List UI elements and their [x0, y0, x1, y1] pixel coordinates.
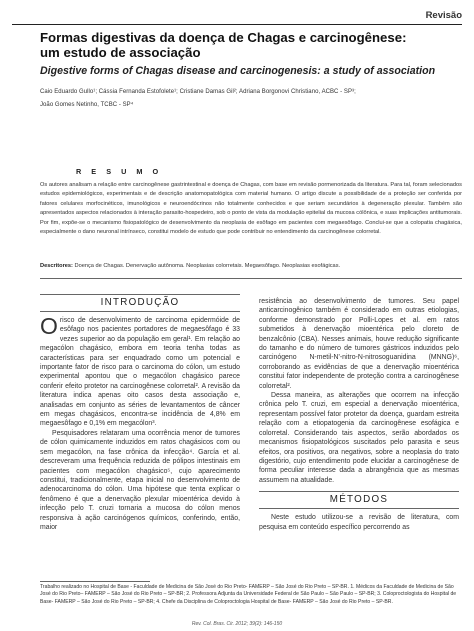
author-list — [40, 86, 460, 111]
affiliations-footnote: Trabalho realizado no Hospital de Base - Faculdade de Medicina de São José do Rio Preto- FAMERP – São José do Rio Preto – SP-BR. 1. Médicos da Faculdade de Medicina de São José do Rio Preto– FAMERP – São José do Rio Preto – SP-BR; 2. Professora Adjunta da Universidade Federal de São Paulo – São Paulo – SP-BR; 3. Coloproctologista do Hospital de Base- FAMERP – São José do Rio Preto – SP-BR; 4. Chefe da Disciplina de Coloproctologia Hospital de Base- FAMERP – São José do Rio Preto – SP-BR. — [40, 584, 457, 605]
keywords — [40, 263, 462, 269]
journal-citation: Rev. Col. Bras. Cir. 2012; 39(2): 146-150 — [191, 621, 283, 627]
abstract-divider — [40, 278, 462, 279]
article-title-pt — [40, 30, 460, 60]
footnote-rule — [40, 581, 150, 582]
intro-heading: INTRODUÇÃO — [100, 297, 180, 308]
title-line-2: um estudo de associação — [40, 45, 201, 61]
methods-heading-block — [259, 491, 459, 509]
abstract-text: Os autores analisam a relação entre carcinogênese gastrintestinal e doença de Chagas, com base em revisão pormenorizada da literatura. Para tal, foram selecionados estudos epidemiológicos, experimentais e de descrição anatomopatológica com material humano. O artigo discute a possibilidade de a proteção ser conferida por fatores celulares morfocinéticos, imunológicos e neuroendócrinos não totalmente conhecidos e que seriam secundários à degeneração plexular. Também são apresentados aspectos relacionados à interação parasito-hospedeiro, sob o ponto de vista da modulação epitelial da mucosa cólônica, e suas implicações antitumorais. Por fim, expõe-se o mecanismo fisiopatológico de desenvolvimento da neoplasia de esôfago em pacientes com megaesôfago. Conclui-se que a colopatia chagásica, especialmente o dano neuronal intrínseco, constitui modelo de estudo que pode contribuir no entendimento da carcinogênese colorretal. — [40, 182, 462, 236]
intro-paragraph-1 — [40, 313, 240, 429]
right-paragraph-2: Dessa maneira, as alterações que ocorrem na infecção crônica pelo T. cruzi, em especial a denervação mioentérica, representam possível fator protetor da doença, guardam estreita relação com a etiopatogenia da carcinogênese esofágica e colorretal. Considerando tais aspectos, serão abordados os mecanismos fisiopatológicos suscitados pelo parasita e seus efeitos, ora positivos, ora negativos, sobre a neoplasia do trato digestório, cujo entendimento pode elucidar a carcinogênese de forma peculiar interesse dada a abrangência que as mesmas assumem na atualidade. — [259, 392, 459, 484]
left-column — [40, 294, 240, 532]
article-title-en: Digestive forms of Chagas disease and carcinogenesis: a study of association — [40, 65, 436, 77]
right-paragraph-1: resistência ao desenvolvimento de tumores. Seu papel anticarcinogênico também é considerado em outras etiologias, conforme demonstrado por Polli-Lopes et al. em ratos submetidos à denervação mioentérica pelo cloreto de benzalcônio (CBA). Nesses animais, houve redução significante do tamanho e do número de tumores gástricos induzidos pelo carcinógeno N-metil-N'-nitro-N-nitrosoguanidina (MNNG)⁶, corroborando as evidências de que a denervação mioentérica constitui fator independente de proteção contra a carcinogênese colorretal². — [259, 298, 459, 390]
heading-rule-bottom — [259, 508, 459, 509]
intro-p1-text: risco de desenvolvimento de carcinoma epidermóide de esôfago nos pacientes portadores de megaesôfago é 33 vezes superior ao da população em geral¹. Em relação ao megacólon chagásico, embora em teoria tenha todas as características para ser enquadrado como um potencial e importante fator de risco para o carcinoma do cólon, um estudo experimental apontou que o megacólon chagásico parece conferir efeito protetor na carcinogênese colorretal². A revisão da literatura indica apenas oito casos desta associação e, analisadas em conjunto as séries de levantamentos de câncer em megas chagásicos, encontra-se incidência de 4,8% em megaesôfago e 0,1% em megacólon³. — [40, 317, 240, 428]
authors-line-2: João Gomes Netinho, TCBC - SP⁴ — [40, 101, 134, 108]
right-column — [259, 297, 459, 532]
title-line-1: Formas digestivas da doença de Chagas e carcinogênese: — [40, 30, 407, 45]
keywords-label: Descritores: — [40, 263, 73, 269]
intro-paragraph-2: Pesquisadores relataram uma ocorrência menor de tumores de cólon quimicamente induzidos em ratos chagásicos com ou sem megacólon, na fase crônica da infecção⁴. García et al. descreveram uma frequência reduzida de pólipos intestinais em pacientes com megacólon chagásico⁵, cujo aparecimento constitui, tradicionalmente, etapa inicial no desenvolvimento de adenocarcinoma do cólon. Uma hipótese que tenta explicar o fenômeno é que a denervação plexular mioentérica devido à infecção pelo T. cruzi tornaria a mucosa do cólon menos responsiva à ação carcinógenos químicos, conferindo, então, maior — [40, 429, 240, 531]
methods-heading: MÉTODOS — [329, 494, 389, 506]
methods-paragraph-1: Neste estudo utilizou-se a revisão de literatura, com pesquisa em conteúdo específico percorrendo as — [259, 514, 459, 531]
heading-rule-bottom — [40, 311, 240, 312]
intro-heading-block — [40, 294, 240, 312]
section-label: Revisão — [425, 10, 462, 21]
drop-cap: O — [40, 313, 58, 339]
authors-line-1: Caio Eduardo Gullo¹; Cássia Fernanda Estofolete¹; Cristiane Damas Gil²; Adriana Borgonovi Christiano, ACBC - SP³; — [40, 89, 356, 95]
header-rule — [12, 24, 462, 25]
abstract-heading: R E S U M O — [76, 167, 163, 176]
keywords-list: Doença de Chagas. Denervação autônoma. Neoplasias colorretais. Megaesôfago. Neoplasias esofágicas. — [74, 263, 341, 269]
